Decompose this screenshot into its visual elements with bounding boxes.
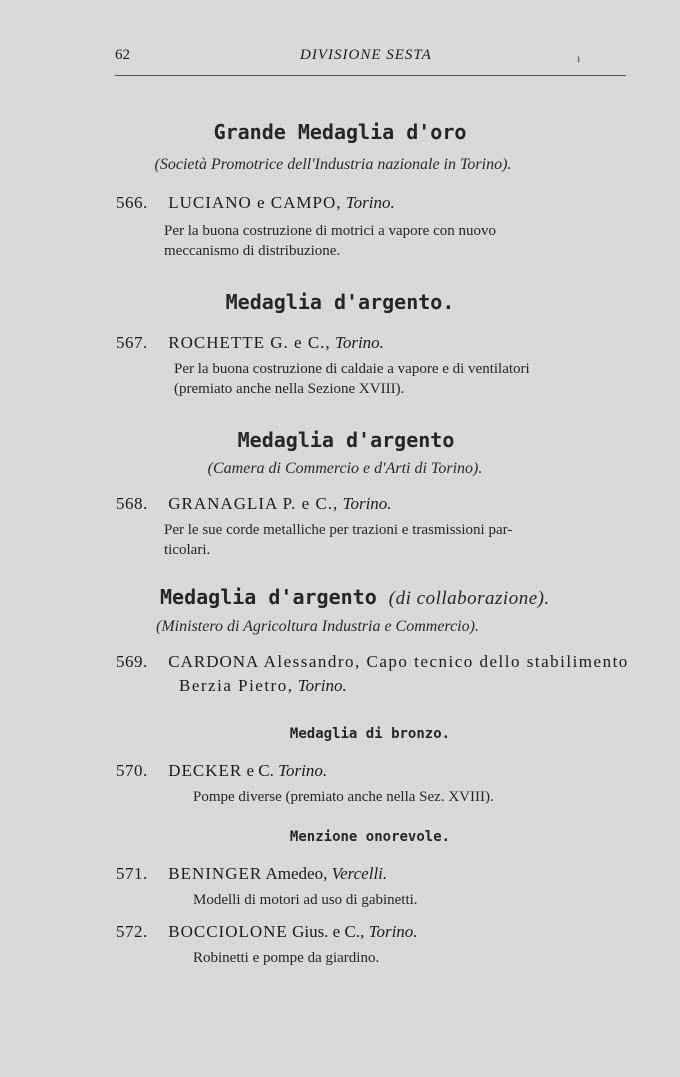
entry-name: DECKER bbox=[168, 761, 243, 780]
header-mark: ı bbox=[577, 51, 581, 65]
description-line: Modelli di motori ad uso di gabinetti. bbox=[193, 892, 418, 908]
entry-description bbox=[193, 890, 418, 910]
page-number: 62 bbox=[115, 47, 130, 63]
description-line: ticolari. bbox=[164, 542, 211, 558]
entry-description bbox=[164, 520, 512, 560]
entry-location: Torino. bbox=[368, 922, 418, 941]
entry-number: 566. bbox=[116, 193, 148, 212]
entry-name: BENINGER bbox=[168, 864, 263, 883]
entry-name-rest: Gius. e C., bbox=[292, 922, 365, 941]
entry-number: 568. bbox=[116, 494, 148, 513]
description-line: Robinetti e pompe da giardino. bbox=[193, 950, 380, 966]
header-rule bbox=[115, 75, 626, 76]
entry-location: Torino. bbox=[278, 761, 328, 780]
award-note: (di collaborazione). bbox=[388, 588, 550, 609]
entry-location: Torino. bbox=[334, 333, 384, 352]
entry-description bbox=[193, 948, 379, 968]
entry-name: GRANAGLIA P. e C., bbox=[168, 494, 339, 513]
entry-569 bbox=[116, 652, 629, 672]
running-header bbox=[0, 47, 680, 73]
award-subtitle: (Ministero di Agricoltura Industria e Commercio). bbox=[156, 618, 479, 635]
entry-location: Torino. bbox=[297, 676, 347, 695]
description-line: (premiato anche nella Sezione XVIII). bbox=[174, 381, 405, 397]
entry-name: ROCHETTE G. e C., bbox=[168, 333, 331, 352]
award-heading: Grande Medaglia d'oro bbox=[213, 120, 467, 144]
entry-566 bbox=[116, 193, 395, 213]
entry-detail: Berzia Pietro, bbox=[179, 676, 294, 695]
entry-description bbox=[164, 221, 496, 261]
entry-567 bbox=[116, 333, 384, 353]
entry-number: 570. bbox=[116, 761, 148, 780]
award-heading: Medaglia d'argento. bbox=[225, 290, 455, 314]
entry-name: BOCCIOLONE bbox=[168, 922, 288, 941]
entry-description bbox=[193, 787, 494, 807]
entry-location: Torino. bbox=[345, 193, 395, 212]
description-line: Pompe diverse (premiato anche nella Sez. XVIII). bbox=[193, 789, 494, 805]
award-subtitle: (Camera di Commercio e d'Arti di Torino). bbox=[207, 460, 483, 477]
award-heading: Menzione onorevole. bbox=[289, 829, 451, 845]
description-line: Per la buona costruzione di motrici a vapore con nuovo bbox=[164, 223, 496, 239]
entry-572 bbox=[116, 922, 418, 942]
description-line: Per le sue corde metalliche per trazioni e trasmissioni par- bbox=[164, 522, 513, 538]
entry-location: Vercelli. bbox=[331, 864, 388, 883]
entry-detail: Alessandro, Capo tecnico dello stabilimento bbox=[263, 652, 629, 671]
award-title: Medaglia d'argento bbox=[160, 585, 377, 609]
description-line: Per la buona costruzione di caldaie a vapore e di ventilatori bbox=[174, 361, 530, 377]
entry-description bbox=[174, 359, 530, 399]
award-heading: Medaglia d'argento bbox=[237, 428, 455, 452]
entry-number: 572. bbox=[116, 922, 148, 941]
entry-location: Torino. bbox=[342, 494, 392, 513]
entry-name: LUCIANO e CAMPO, bbox=[168, 193, 342, 212]
entry-number: 569. bbox=[116, 652, 148, 671]
entry-570 bbox=[116, 761, 327, 781]
description-line: meccanismo di distribuzione. bbox=[164, 243, 341, 259]
entry-name-rest: Amedeo, bbox=[265, 864, 328, 883]
entry-number: 567. bbox=[116, 333, 148, 352]
entry-name-rest: e C. bbox=[246, 761, 274, 780]
entry-number: 571. bbox=[116, 864, 148, 883]
award-heading bbox=[160, 585, 550, 610]
entry-568 bbox=[116, 494, 392, 514]
entry-name: CARDONA bbox=[168, 652, 260, 671]
award-heading: Medaglia di bronzo. bbox=[289, 726, 451, 742]
entry-569-continuation bbox=[179, 676, 347, 696]
running-title: DIVISIONE SESTA bbox=[300, 47, 432, 63]
entry-571 bbox=[116, 864, 387, 884]
award-subtitle: (Società Promotrice dell'Industria nazionale in Torino). bbox=[154, 156, 512, 173]
